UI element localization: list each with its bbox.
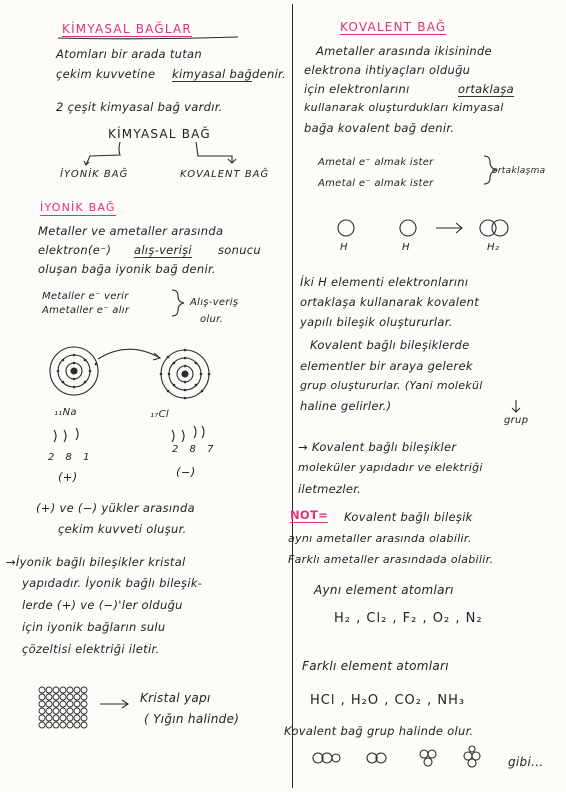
na-shells: 2 8 1 xyxy=(48,452,94,463)
cov-def-keyword: ortaklaşa xyxy=(458,82,514,96)
cov-def-4: kullanarak oluşturdukları kimyasal xyxy=(304,101,504,114)
ionic-brace-result-2: olur. xyxy=(200,314,224,325)
grup-label: grup xyxy=(504,415,529,426)
cl-charge: (−) xyxy=(176,465,196,479)
molecule-sketches xyxy=(313,746,480,767)
cov-def-3a: için elektronlarını xyxy=(304,82,410,96)
cov-brace-result: ortaklaşma xyxy=(492,166,546,176)
crystal-note-5: çözeltisi elektriği iletir. xyxy=(22,642,160,656)
crystal-label-1: Kristal yapı xyxy=(140,691,211,705)
h-label-c: H₂ xyxy=(487,242,500,253)
cov-brace xyxy=(484,156,496,184)
intro-line-1: Atomları bir arada tutan xyxy=(56,47,202,61)
title-underline xyxy=(58,37,238,39)
cov-brace-1: Ametal e⁻ almak ister xyxy=(318,157,434,168)
h-atom-a xyxy=(338,220,354,236)
crystal-label-2: ( Yığın halinde) xyxy=(144,712,240,726)
molecular-1: → Kovalent bağlı bileşikler xyxy=(298,440,457,454)
intro-line-2b: denir. xyxy=(252,67,286,81)
crystal-arrow xyxy=(100,700,128,708)
h-label-b: H xyxy=(402,242,410,253)
tree-left: İYONİK BAĞ xyxy=(60,169,129,180)
note-3: Farklı ametaller arasındada olabilir. xyxy=(288,553,494,566)
same-list: H₂ , Cl₂ , F₂ , O₂ , N₂ xyxy=(334,611,483,626)
ionic-def-2a: elektron(e⁻) xyxy=(38,243,112,257)
molecular-2: moleküler yapıdadır ve elektriği xyxy=(298,461,483,474)
tree-root: KİMYASAL BAĞ xyxy=(108,127,211,141)
group-text-4: haline gelirler.) xyxy=(300,399,392,413)
same-title: Aynı element atomları xyxy=(314,583,454,597)
cov-def-1: Ametaller arasında ikisininde xyxy=(316,44,492,58)
h-atom-b xyxy=(400,220,416,236)
molecular-3: iletmezler. xyxy=(298,482,362,496)
tree-right-branch xyxy=(196,142,232,162)
transfer-arrow xyxy=(98,349,160,359)
cl-shells: 2 8 7 xyxy=(172,444,218,455)
ionic-brace-1: Metaller e⁻ verir xyxy=(42,291,129,302)
crystal-lattice xyxy=(39,687,87,728)
group-note: Kovalent bağ grup halinde olur. xyxy=(284,724,474,738)
ionic-title: İYONİK BAĞ xyxy=(40,201,116,214)
left-title: KİMYASAL BAĞLAR xyxy=(62,22,192,36)
h2-right xyxy=(492,220,508,236)
cl-shell-brackets xyxy=(172,426,204,442)
ionic-def-keyword: alış-verişi xyxy=(134,243,192,257)
cov-def-2: elektrona ihtiyaçları olduğu xyxy=(304,63,471,77)
gibi-label: gibi... xyxy=(508,755,544,769)
ionic-def-3: oluşan bağa iyonik bağ denir. xyxy=(38,262,216,276)
grup-arrow xyxy=(512,400,520,412)
na-charge: (+) xyxy=(58,470,78,484)
crystal-note-2: yapıdadır. İyonik bağlı bileşik- xyxy=(22,576,203,590)
ionic-brace xyxy=(172,290,184,316)
h-text-2: ortaklaşa kullanarak kovalent xyxy=(300,295,480,309)
h-text-1: İki H elementi elektronlarını xyxy=(300,275,469,289)
ionic-def-2b: sonucu xyxy=(218,243,262,257)
na-label: ₁₁Na xyxy=(54,407,77,418)
h-label-a: H xyxy=(340,242,348,253)
cl-label: ₁₇Cl xyxy=(150,409,169,420)
diff-list: HCl , H₂O , CO₂ , NH₃ xyxy=(310,693,466,708)
h-text-3: yapılı bileşik oluştururlar. xyxy=(300,315,453,329)
crystal-note-3: lerde (+) ve (−)'ler olduğu xyxy=(22,598,183,612)
note-1: Kovalent bağlı bileşik xyxy=(344,510,473,524)
intro-line-2a: çekim kuvvetine xyxy=(56,67,156,81)
right-title: KOVALENT BAĞ xyxy=(340,20,447,34)
attraction-1: (+) ve (−) yükler arasında xyxy=(36,501,195,515)
attraction-2: çekim kuvveti oluşur. xyxy=(58,522,187,536)
na-shell-brackets xyxy=(54,428,78,442)
h-arrow xyxy=(436,223,462,233)
crystal-note-1: →İyonik bağlı bileşikler kristal xyxy=(6,555,186,569)
note-2: aynı ametaller arasında olabilir. xyxy=(288,532,472,545)
ionic-brace-2: Ametaller e⁻ alır xyxy=(42,305,130,316)
cov-def-5: bağa kovalent bağ denir. xyxy=(304,121,455,135)
group-text-1: Kovalent bağlı bileşiklerde xyxy=(310,338,470,352)
note-label: NOT= xyxy=(290,508,329,522)
tree-left-branch xyxy=(86,142,120,165)
ionic-brace-result-1: Alış-veriş xyxy=(190,297,239,308)
crystal-note-4: için iyonik bağların sulu xyxy=(22,620,166,634)
tree-right: KOVALENT BAĞ xyxy=(180,169,270,180)
diff-title: Farklı element atomları xyxy=(302,659,449,673)
intro-keyword: kimyasal bağ xyxy=(172,67,253,81)
intro-line-3: 2 çeşit kimyasal bağ vardır. xyxy=(56,100,223,114)
ionic-def-1: Metaller ve ametaller arasında xyxy=(38,224,224,238)
group-text-3: grup oluştururlar. (Yani molekül xyxy=(300,379,483,392)
group-text-2: elementler bir araya gelerek xyxy=(300,359,473,373)
cov-brace-2: Ametal e⁻ almak ister xyxy=(318,178,434,189)
